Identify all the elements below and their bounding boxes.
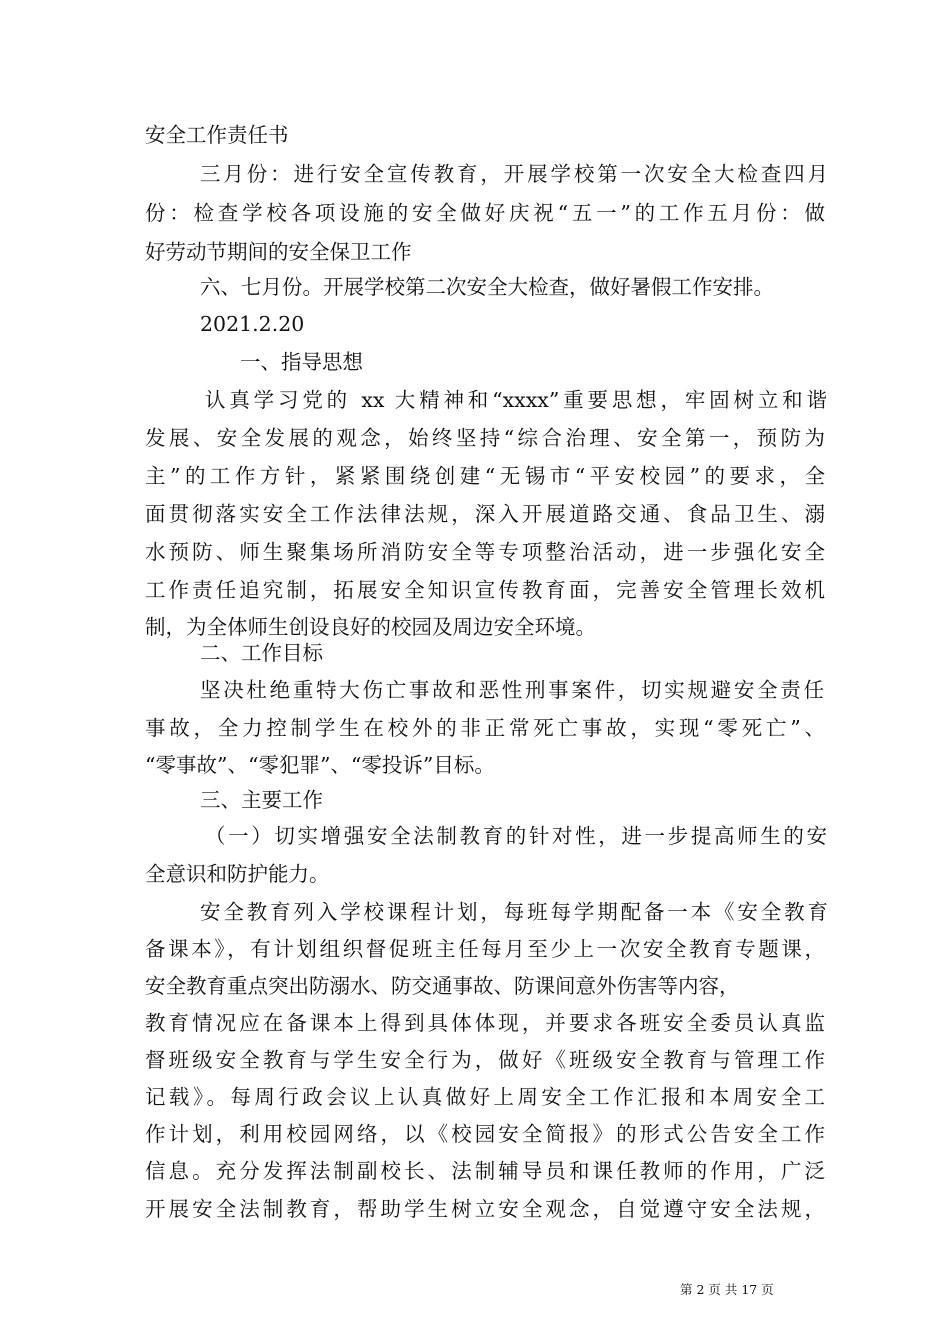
paragraph-line: 工作责任追究制，拓展安全知识宣传教育面，完善安全管理长效机 (145, 578, 825, 602)
section-heading: 一、指导思想 (240, 350, 363, 374)
paragraph-line: 作计划，利用校园网络，以《校园安全简报》的形式公告安全工作 (145, 1122, 825, 1146)
paragraph-line: 记载》。每周行政会议上认真做好上周安全工作汇报和本周安全工 (145, 1085, 825, 1109)
section-heading: 三、主要工作 (200, 788, 323, 812)
paragraph-line: 开展安全法制教育，帮助学生树立安全观念，自觉遵守安全法规， (145, 1197, 825, 1221)
paragraph-line: （一）切实增强安全法制教育的针对性，进一步提高师生的安 (205, 824, 827, 848)
paragraph-line: 三月份：进行安全宣传教育，开展学校第一次安全大检查四月 (200, 162, 828, 186)
paragraph-line: “零事故”、“零犯罪”、“零投诉”目标。 (145, 753, 495, 777)
paragraph-line: 教育情况应在备课本上得到具体体现，并要求各班安全委员认真监 (145, 1011, 825, 1035)
paragraph-line: 主”的工作方针，紧紧围绕创建“无锡市“平安校园”的要求，全 (145, 464, 825, 488)
paragraph-line: 备课本》，有计划组织督促班主任每月至少上一次安全教育专题课， (145, 937, 825, 961)
page-number-footer: 第 2 页 共 17 页 (680, 1282, 774, 1297)
paragraph-line: 安全教育列入学校课程计划，每班每学期配备一本《安全教育 (200, 900, 828, 924)
paragraph-line: 事故，全力控制学生在校外的非正常死亡事故，实现“零死亡”、 (145, 716, 825, 740)
paragraph-line: 认真学习党的 xx 大精神和“xxxx”重要思想，牢固树立和谐 (205, 388, 827, 412)
paragraph-line: 水预防、师生聚集场所消防安全等专项整治活动，进一步强化安全 (145, 540, 825, 564)
section-heading: 二、工作目标 (200, 641, 323, 665)
doc-heading: 安全工作责任书 (145, 123, 289, 147)
paragraph-line: 督班级安全教育与学生安全行为，做好《班级安全教育与管理工作 (145, 1048, 825, 1072)
paragraph-line: 全意识和防护能力。 (145, 862, 330, 886)
paragraph-line: 信息。充分发挥法制副校长、法制辅导员和课任教师的作用，广泛 (145, 1159, 825, 1183)
date-line: 2021.2.20 (200, 312, 305, 336)
paragraph-line: 六、七月份。开展学校第二次安全大检查，做好暑假工作安排。 (200, 275, 774, 299)
paragraph-line: 面贯彻落实安全工作法律法规，深入开展道路交通、食品卫生、溺 (145, 502, 825, 526)
paragraph-line: 坚决杜绝重特大伤亡事故和恶性刑事案件，切实规避安全责任 (200, 678, 824, 702)
paragraph-line: 发展、安全发展的观念，始终坚持“综合治理、安全第一，预防为 (145, 426, 825, 450)
paragraph-line: 份：检查学校各项设施的安全做好庆祝“五一”的工作五月份：做 (145, 201, 825, 225)
paragraph-line: 好劳动节期间的安全保卫工作 (145, 240, 412, 264)
paragraph-line: 制，为全体师生创设良好的校园及周边安全环境。 (145, 615, 596, 639)
paragraph-line: 安全教育重点突出防溺水、防交通事故、防课间意外伤害等内容， (145, 974, 740, 998)
